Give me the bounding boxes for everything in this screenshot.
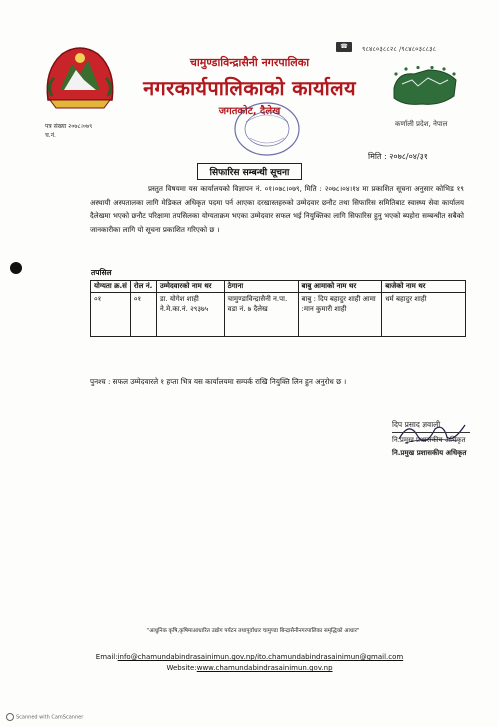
table-cell-rank: ०१ — [91, 293, 131, 337]
table-cell-candidate: डा. योगेश शाही ने.मे.का.नं. २९३७५ — [156, 293, 224, 337]
scanner-watermark-text: Scanned with CamScanner — [16, 714, 84, 721]
notice-body — [90, 182, 464, 236]
footer-email — [0, 653, 499, 661]
table-cell-address: चामुण्डाविन्द्रासैनी न.पा. वडा नं. ७ दैलेख — [224, 293, 298, 337]
office-title: नगरकार्यपालिकाको कार्यालय — [143, 76, 356, 100]
footer-email-label: Email: — [95, 653, 118, 661]
camscanner-icon — [6, 713, 14, 721]
municipality-name: चामुण्डाविन्द्रासैनी नगरपालिका — [189, 56, 310, 69]
dispatch-number: च.नं. — [45, 132, 56, 139]
punch-hole-mark — [10, 262, 22, 274]
scanner-watermark — [6, 713, 83, 721]
table-header: बाजेको नाम थर — [382, 281, 466, 293]
karnali-map-logo-icon — [388, 66, 462, 110]
table-row — [91, 293, 466, 337]
table-header: बाबु आमाको नाम थर — [298, 281, 382, 293]
phone-number: ९८४८०३८८२८ /९८४८०३८८३८ — [362, 45, 437, 53]
footer-slogan: "आधुनिक कृषि,कृषिमाआधारित उद्योग पर्यटन तथापूर्वाधार चामुण्डा बिन्द्रासैनीनगरपालिका समृद्धिको आधार" — [146, 628, 360, 634]
signature-line — [392, 432, 470, 433]
table-header: उम्मेदवारको नाम थर — [156, 281, 224, 293]
table-cell-roll: ०१ — [130, 293, 156, 337]
signatory-title: नि.प्रमुख प्रशासकीय अधिकृत — [392, 436, 466, 444]
candidate-table — [90, 280, 466, 337]
footer-email-link[interactable]: info@chamundabindrasainimun.gov.np/ito.chamundabindrasainimun@gmail.com — [117, 653, 404, 661]
table-cell-parents: बाबु : दिप बहादुर शाही आमा :मान कुमारी शाही — [298, 293, 382, 337]
notice-date: मिति : २०७८/०४/३१ — [368, 152, 428, 161]
office-address: जगतकोट, दैलेख — [218, 106, 281, 117]
signatory-stamp-title: नि.प्रमुख प्रशासकीय अधिकृत — [392, 449, 467, 457]
table-header: रोल नं. — [130, 281, 156, 293]
table-cell-grandfather: धर्म बहादुर शाही — [382, 293, 466, 337]
tapasil-label: तपसिल — [91, 268, 112, 277]
footer-website-link[interactable]: www.chamundabindrasainimun.gov.np — [196, 664, 333, 672]
footer-website-label: Website: — [166, 664, 197, 672]
table-header: योग्यता क्र.सं — [91, 281, 131, 293]
notice-subject-text: सिफारिस सम्बन्धी सूचना — [197, 163, 303, 180]
table-header-row — [91, 281, 466, 293]
province-name: कर्णाली प्रदेश, नेपाल — [395, 120, 448, 128]
reference-number: पत्र संख्या २०७८।०७९ — [45, 123, 93, 130]
notice-body-text: प्रस्तुत विषयमा यस कार्यालयको विज्ञापन नं. ०१।०७८।०७९, मिति : २०७८।०४।१४ मा प्रकाशित सूचना अनुसार कोभिड १९ अस्थायी अस्पतालका लागि मेडिकल अधिकृत पदमा पर्न आएका दरखास्तहरुको उम्मेदवार छनौट तथा सिफारिस समितिबाट स्वास्थ्य सेवा कार्यालय दैलेखमा भएको छनौट परिक्षामा तपसिलका योग्यताक्रम भएका उम्मेदवार सफल भई नियुक्तिका लागि सिफारिस हुनु भएको ब्यहोरा सम्बन्धीत सबैको जानकारीका लागि यो सूचना प्रकाशित गरिएको छ । — [90, 184, 464, 234]
signatory-name: दिप प्रसाद ज्ञवाली — [392, 420, 441, 429]
footer-website — [0, 664, 499, 672]
table-header: ठेगाना — [224, 281, 298, 293]
phone-icon: ☎ — [336, 42, 352, 52]
office-seal-stamp-icon — [232, 100, 302, 158]
postscript-text: पुनश्च : सफल उम्मेदवारले १ हप्ता भित्र यस कार्यालयमा सम्पर्क राखि नियुक्ति लिन हुन अनुरोध छ । — [90, 377, 347, 386]
notice-subject — [0, 160, 499, 180]
